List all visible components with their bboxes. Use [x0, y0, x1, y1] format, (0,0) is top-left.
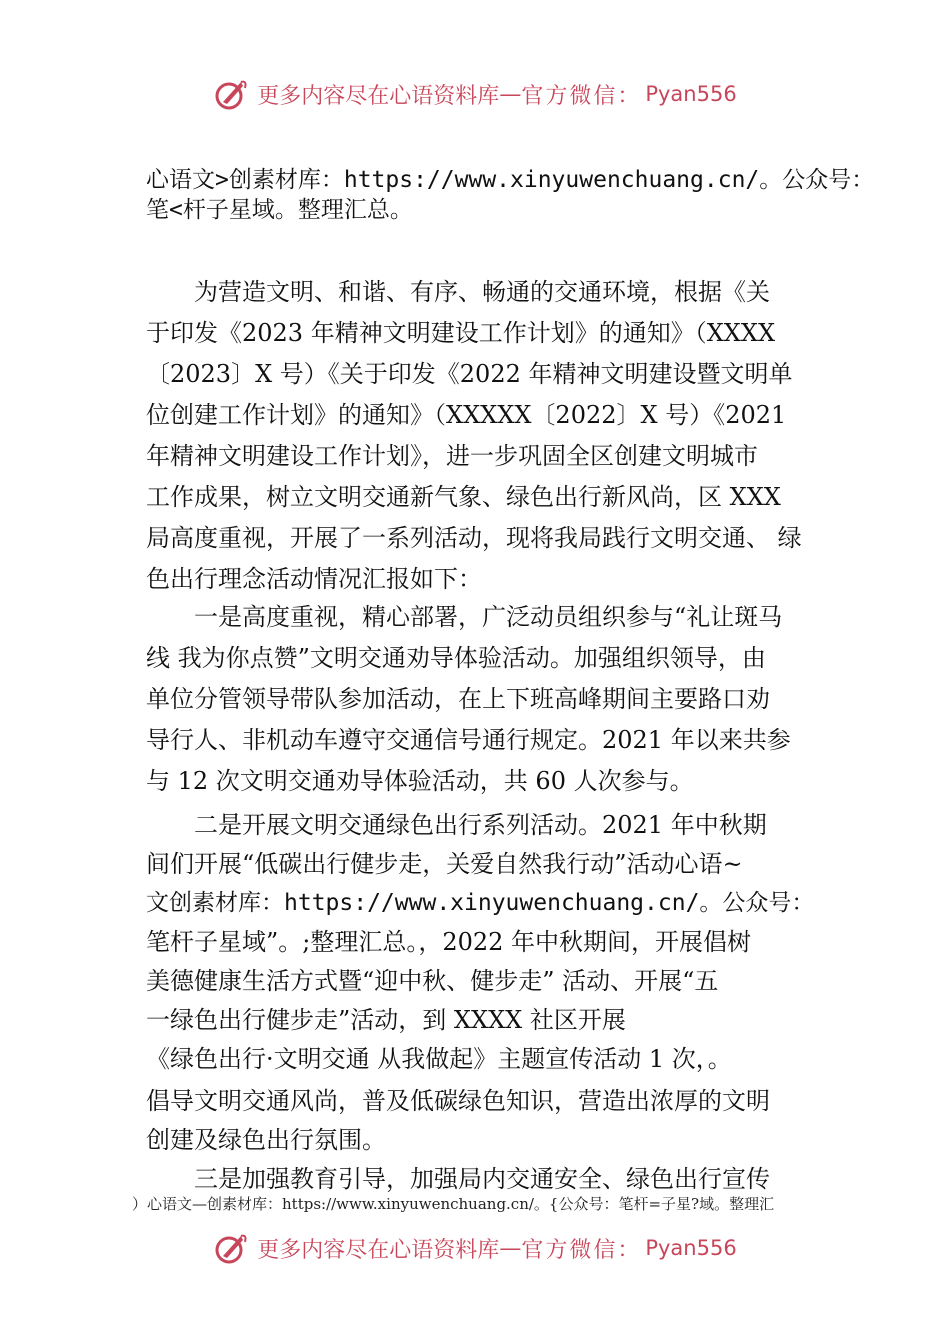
banner-wechat-label: 官方微信：	[521, 83, 642, 109]
paragraph-line: 二是开展文明交通绿色出行系列活动。2021 年中秋期	[146, 811, 767, 839]
paragraph-line: 创建及绿色出行氛围。	[146, 1126, 386, 1154]
paragraph-line: 位创建工作计划》的通知》（XXXXX〔2022〕X 号）《2021	[146, 401, 787, 429]
banner-site-text: 更多内容尽在心语资料库	[257, 83, 500, 109]
paragraph-line: 局高度重视，开展了一系列活动，现将我局践行文明交通、 绿	[146, 524, 802, 552]
paragraph-line: 《绿色出行·文明交通 从我做起》主题宣传活动 1 次，。	[146, 1045, 732, 1073]
top-banner	[0, 72, 950, 116]
banner-wechat-label: 官方微信：	[521, 1237, 642, 1263]
bottom-banner	[0, 1226, 950, 1270]
paragraph-line: 年精神文明建设工作计划》，进一步巩固全区创建文明城市	[146, 442, 758, 470]
banner-separator: —	[499, 81, 522, 107]
footer-note: ）心语文—创素材库：https://www.xinyuwenchuang.cn/。{公众号：笔杆=子星?域。整理汇	[132, 1195, 775, 1213]
banner-separator: —	[499, 1235, 522, 1261]
paragraph-line: 导行人、非机动车遵守交通信号通行规定。2021 年以来共参	[146, 726, 791, 754]
header-note-line: 笔<杆子星域。整理汇总。	[146, 197, 413, 223]
paragraph-line: 〔2023〕X 号）《关于印发《2022 年精神文明建设暨文明单	[146, 360, 793, 388]
paragraph-line: 笔杆子星域”。;整理汇总。，2022 年中秋期间，开展倡树	[146, 928, 752, 956]
paragraph-line: 线 我为你点赞”文明交通劝导体验活动。加强组织领导，由	[146, 644, 766, 672]
paragraph-line: 三是加强教育引导，加强局内交通安全、绿色出行宣传	[146, 1165, 770, 1193]
paragraph-line: 间们开展“低碳出行健步走，关爱自然我行动”活动心语~	[146, 850, 743, 878]
paragraph-line: 工作成果，树立文明交通新气象、绿色出行新风尚，区 XXX	[146, 483, 781, 511]
quill-logo-icon	[213, 76, 249, 112]
paragraph-line: 倡导文明交通风尚，普及低碳绿色知识，营造出浓厚的文明	[146, 1087, 770, 1115]
paragraph-line: 美德健康生活方式暨“迎中秋、健步走” 活动、开展“五	[146, 967, 719, 995]
paragraph-line: 一是高度重视，精心部署，广泛动员组织参与“礼让斑马	[146, 603, 783, 631]
paragraph-line: 一绿色出行健步走”活动，到 XXXX 社区开展	[146, 1006, 626, 1034]
paragraph-line: 单位分管领导带队参加活动，在上下班高峰期间主要路口劝	[146, 685, 770, 713]
paragraph-line: 为营造文明、和谐、有序、畅通的交通环境，根据《关	[146, 278, 770, 306]
banner-wechat-id: Pyan556	[645, 82, 737, 106]
paragraph-line: 于印发《2023 年精神文明建设工作计划》的通知》（XXXX	[146, 319, 776, 347]
quill-logo-icon	[213, 1230, 249, 1266]
paragraph-line: 色出行理念活动情况汇报如下：	[146, 565, 482, 593]
header-note-line: 心语文>创素材库：https://www.xinyuwenchuang.cn/。公众号：	[146, 167, 875, 193]
banner-site-text: 更多内容尽在心语资料库	[257, 1237, 500, 1263]
banner-wechat-id: Pyan556	[645, 1236, 737, 1260]
paragraph-line: 与 12 次文明交通劝导体验活动，共 60 人次参与。	[146, 767, 694, 795]
paragraph-line: 文创素材库：https://www.xinyuwenchuang.cn/。公众号：	[146, 890, 815, 916]
